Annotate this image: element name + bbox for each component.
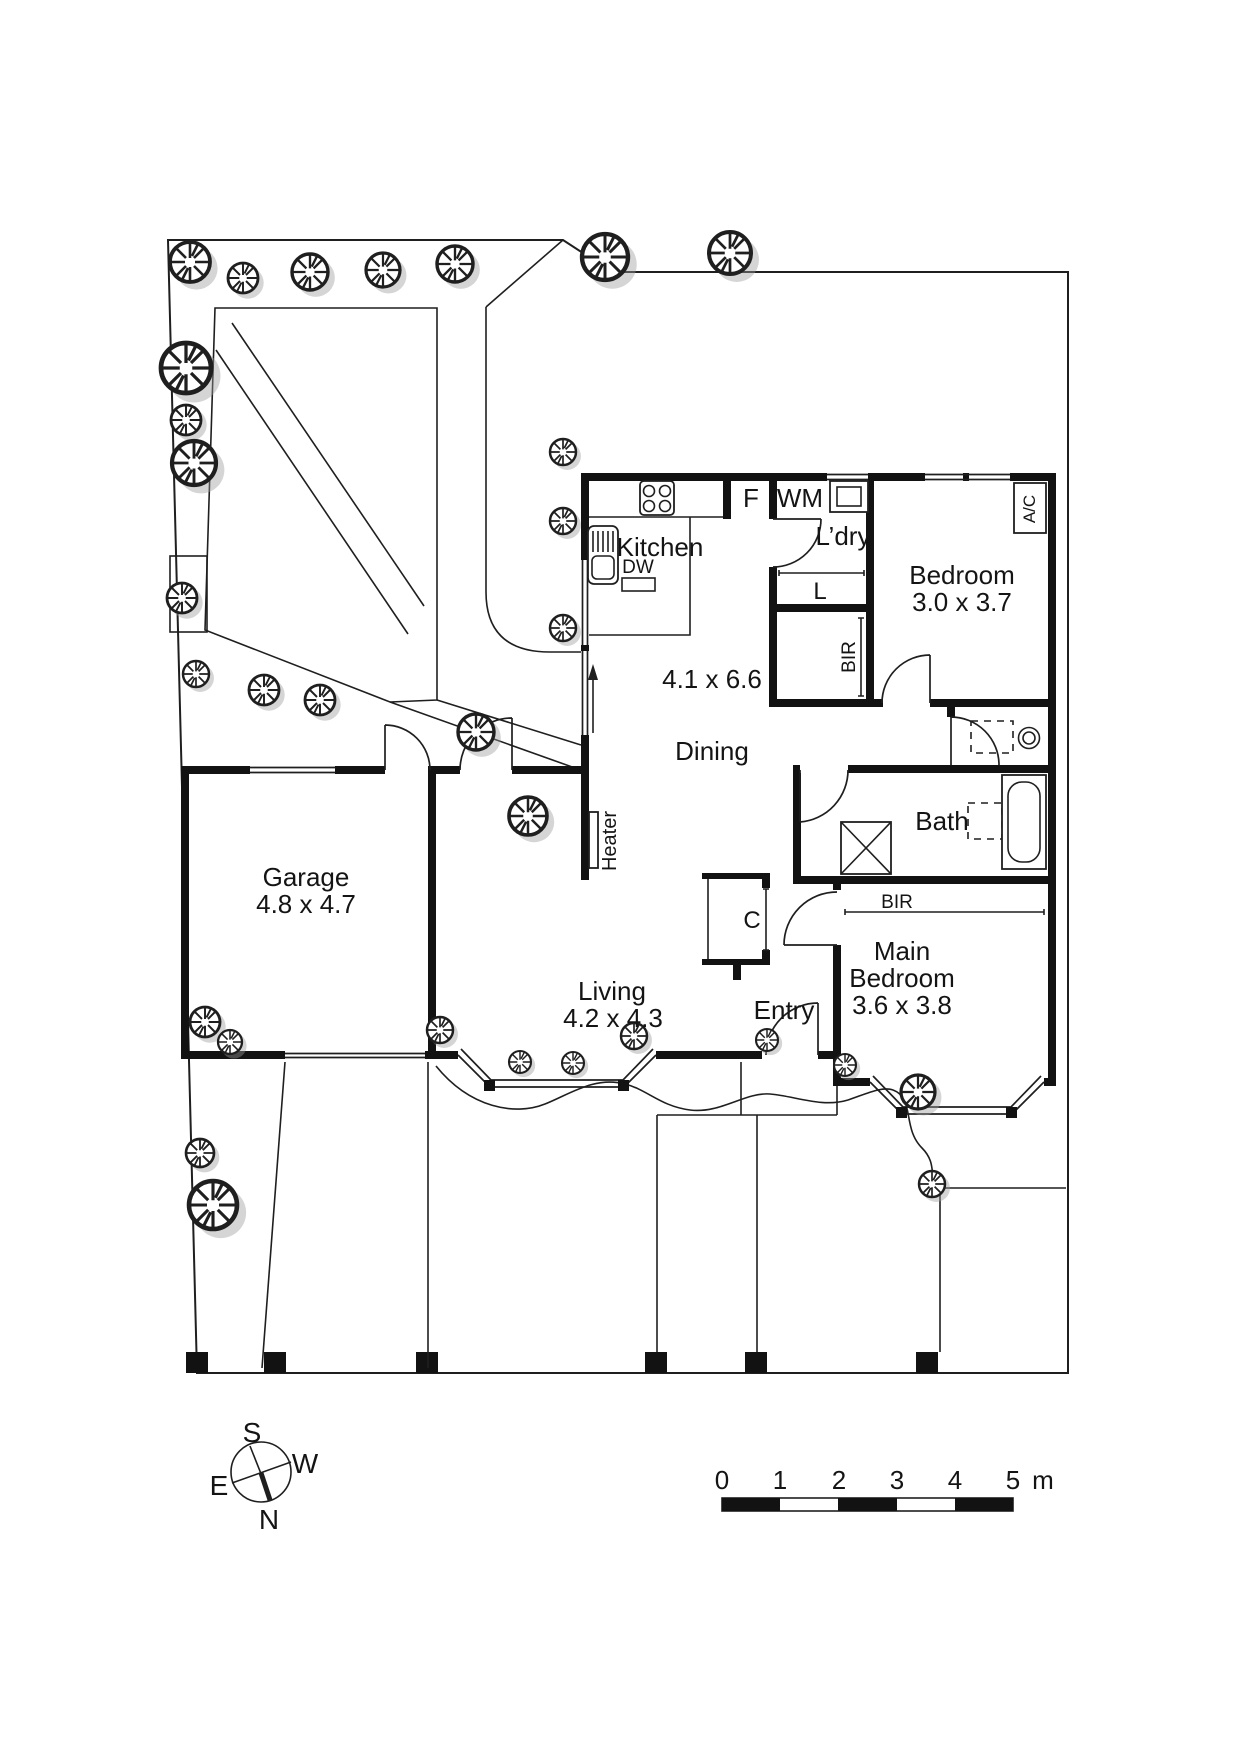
scale-tick-5: 5 xyxy=(1005,1465,1021,1495)
room-label-bedroom: Bedroom xyxy=(909,560,1015,590)
scale-tick-3: 3 xyxy=(889,1465,905,1495)
tree-icon xyxy=(171,405,207,441)
tree-icon xyxy=(172,441,224,493)
tree-icon xyxy=(562,1052,588,1078)
fixture-label-ac: A/C xyxy=(1020,494,1039,524)
room-dims-main-bedroom: 3.6 x 3.8 xyxy=(852,990,952,1020)
compass-needle xyxy=(261,1473,270,1500)
fixture-label-heater: Heater xyxy=(599,810,621,872)
tree-icon xyxy=(366,253,406,293)
bath-door xyxy=(800,770,848,822)
room-label-main-bedroom-1: Main xyxy=(873,936,931,966)
fixture-label-dw: DW xyxy=(622,557,654,578)
toilet-icon xyxy=(1019,728,1040,749)
tree-icon xyxy=(292,254,335,297)
stove-icon xyxy=(640,481,674,515)
scale-unit: m xyxy=(1032,1465,1054,1495)
compass-east: E xyxy=(209,1470,229,1501)
scale-tick-2: 2 xyxy=(831,1465,847,1495)
wc-door xyxy=(951,717,999,765)
compass-west: W xyxy=(291,1448,319,1479)
room-dims-living: 4.2 x 4.3 xyxy=(563,1003,663,1033)
tree-icon xyxy=(582,234,637,289)
bathtub-icon xyxy=(1002,775,1046,869)
room-label-garage: Garage xyxy=(262,862,350,892)
compass-south: S xyxy=(242,1417,262,1448)
arrow-icon xyxy=(588,664,598,733)
room-labels xyxy=(256,483,1039,1033)
fixture-label-bir-bedroom: BIR xyxy=(839,641,860,673)
room-label-laundry: L’dry xyxy=(815,521,871,551)
tree-icon xyxy=(509,1051,535,1077)
room-dims-garage: 4.8 x 4.7 xyxy=(256,889,356,919)
neighbour-building xyxy=(170,307,581,768)
tree-icon xyxy=(189,1181,246,1238)
tree-icon xyxy=(170,242,218,290)
compass xyxy=(210,1417,319,1535)
bedroom-door xyxy=(882,655,930,703)
tree-icon xyxy=(550,615,581,646)
room-label-bath: Bath xyxy=(915,806,969,836)
tree-icon xyxy=(509,797,554,842)
front-yard-paths xyxy=(262,1062,1066,1368)
linen-slider xyxy=(779,570,864,576)
washing-machine-icon xyxy=(830,481,868,512)
scale-tick-4: 4 xyxy=(947,1465,963,1495)
room-dims-bedroom: 3.0 x 3.7 xyxy=(912,587,1012,617)
sink-icon xyxy=(588,526,618,584)
room-label-kitchen: Kitchen xyxy=(616,532,704,562)
room-label-living: Living xyxy=(578,976,646,1006)
compass-north: N xyxy=(258,1504,280,1535)
tree-icon xyxy=(709,232,759,282)
fixture-label-closet: C xyxy=(743,907,761,934)
tree-icon xyxy=(550,508,581,539)
scale-tick-0: 0 xyxy=(714,1465,730,1495)
fixture-label-wm: WM xyxy=(776,483,824,513)
scale-bar xyxy=(715,1465,1054,1511)
bir-main-slider xyxy=(845,909,1044,915)
fixture-label-fridge: F xyxy=(743,483,759,513)
scale-tick-1: 1 xyxy=(772,1465,788,1495)
shower-icon xyxy=(841,822,891,874)
tree-icon xyxy=(161,343,221,403)
main-bedroom-door xyxy=(784,892,837,945)
tree-icon xyxy=(249,675,285,711)
laundry-door xyxy=(773,519,821,567)
tree-icon xyxy=(183,661,214,692)
garage-yard-door xyxy=(385,725,430,770)
dishwasher-icon xyxy=(622,578,655,591)
tree-icon xyxy=(228,263,264,299)
tree-icon xyxy=(167,583,203,619)
bath-vanity xyxy=(968,803,1002,839)
room-dims-dining: 4.1 x 6.6 xyxy=(662,664,762,694)
fence-posts xyxy=(186,1352,938,1373)
wc-vanity xyxy=(971,721,1013,753)
room-label-main-bedroom-2: Bedroom xyxy=(849,963,955,993)
tree-icon xyxy=(305,685,341,721)
tree-icon xyxy=(437,246,480,289)
fixture-label-linen: L xyxy=(813,578,827,605)
tree-icon xyxy=(550,439,581,470)
room-label-dining: Dining xyxy=(675,736,749,766)
fixture-label-bir-main: BIR xyxy=(881,892,913,913)
heater-icon xyxy=(589,812,598,868)
tree-icon xyxy=(919,1171,950,1202)
room-label-entry: Entry xyxy=(753,995,815,1025)
garden-bed-line xyxy=(436,1066,1066,1188)
